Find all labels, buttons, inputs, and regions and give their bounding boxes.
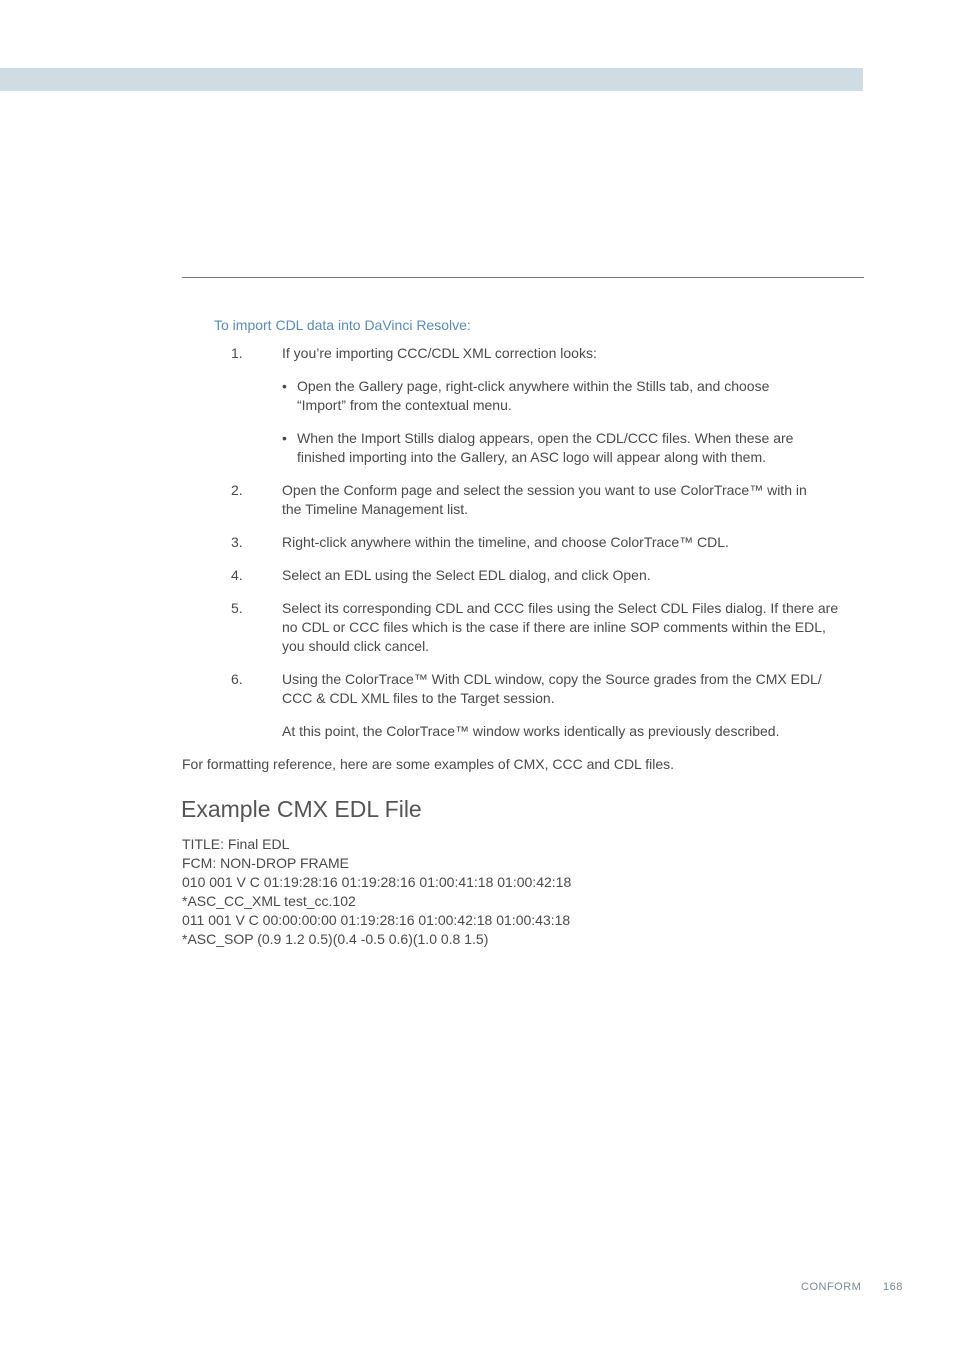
step-6-note: At this point, the ColorTrace™ window works identically as previously described. bbox=[282, 723, 780, 739]
header-band bbox=[0, 68, 863, 91]
reference-paragraph: For formatting reference, here are some examples of CMX, CCC and CDL files. bbox=[182, 756, 675, 772]
bullet-1-line-2: “Import” from the contextual menu. bbox=[297, 397, 512, 413]
bullet-2-line-1: When the Import Stills dialog appears, open the CDL/CCC files. When these are bbox=[297, 430, 794, 446]
step-4-number: 4. bbox=[231, 567, 243, 583]
bullet-1-icon: • bbox=[282, 378, 287, 394]
edl-line-3: 010 001 V C 01:19:28:16 01:19:28:16 01:00:41:18 01:00:42:18 bbox=[182, 874, 572, 890]
step-2-number: 2. bbox=[231, 482, 243, 498]
step-1-number: 1. bbox=[231, 345, 243, 361]
step-3-number: 3. bbox=[231, 534, 243, 550]
section-divider bbox=[182, 277, 864, 278]
section-title: Example CMX EDL File bbox=[181, 796, 422, 822]
page-number: 168 bbox=[883, 1281, 903, 1293]
bullet-2-line-2: finished importing into the Gallery, an ASC logo will appear along with them. bbox=[297, 449, 766, 465]
procedure-heading: To import CDL data into DaVinci Resolve: bbox=[214, 317, 471, 333]
step-3-text: Right-click anywhere within the timeline, and choose ColorTrace™ CDL. bbox=[282, 534, 729, 550]
edl-line-1: TITLE: Final EDL bbox=[182, 836, 290, 852]
step-5-line-2: no CDL or CCC files which is the case if there are inline SOP comments within the EDL, bbox=[282, 619, 826, 635]
edl-line-6: *ASC_SOP (0.9 1.2 0.5)(0.4 -0.5 0.6)(1.0 0.8 1.5) bbox=[182, 931, 489, 947]
step-2-line-2: the Timeline Management list. bbox=[282, 501, 468, 517]
step-5-line-3: you should click cancel. bbox=[282, 638, 430, 654]
step-1-text: If you’re importing CCC/CDL XML correction looks: bbox=[282, 345, 597, 361]
step-4-text: Select an EDL using the Select EDL dialog, and click Open. bbox=[282, 567, 651, 583]
bullet-2-icon: • bbox=[282, 430, 287, 446]
step-6-line-2: CCC & CDL XML files to the Target session. bbox=[282, 690, 555, 706]
step-2-line-1: Open the Conform page and select the session you want to use ColorTrace™ with in bbox=[282, 482, 807, 498]
step-5-line-1: Select its corresponding CDL and CCC files using the Select CDL Files dialog. If there are bbox=[282, 600, 839, 616]
footer-section-label: CONFORM bbox=[801, 1281, 862, 1293]
step-5-number: 5. bbox=[231, 600, 243, 616]
edl-line-5: 011 001 V C 00:00:00:00 01:19:28:16 01:00:42:18 01:00:43:18 bbox=[182, 912, 571, 928]
edl-line-2: FCM: NON-DROP FRAME bbox=[182, 855, 349, 871]
edl-line-4: *ASC_CC_XML test_cc.102 bbox=[182, 893, 356, 909]
step-6-line-1: Using the ColorTrace™ With CDL window, copy the Source grades from the CMX EDL/ bbox=[282, 671, 822, 687]
bullet-1-line-1: Open the Gallery page, right-click anywhere within the Stills tab, and choose bbox=[297, 378, 770, 394]
step-6-number: 6. bbox=[231, 671, 243, 687]
